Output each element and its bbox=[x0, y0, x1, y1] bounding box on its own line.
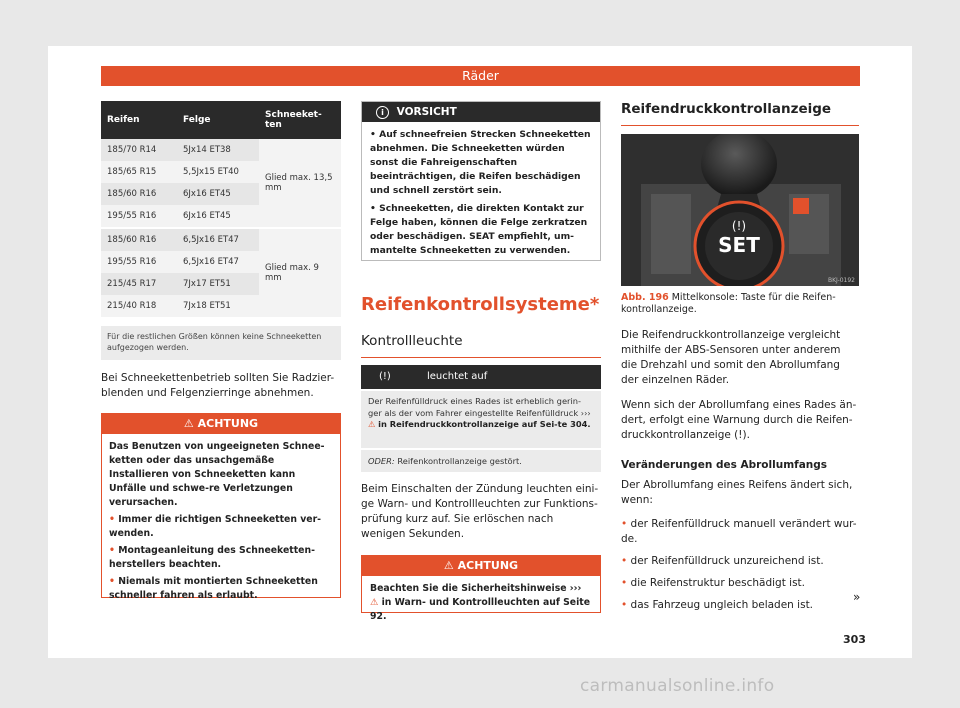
chain-size-cell: Glied max. 9 mm bbox=[259, 228, 341, 317]
chapter-header: Räder bbox=[101, 66, 860, 86]
table-cell: 6Jx16 ET45 bbox=[177, 205, 259, 228]
tire-pressure-warning-icon: (!) bbox=[379, 371, 391, 382]
table-cell: 195/55 R16 bbox=[101, 251, 177, 273]
caution-bullet-text: Schneeketten, die direkten Kontakt zur Felge haben, können die Felge zerkratzen oder beschädigen. SEAT empfiehlt, um-mantelte Schneeketten zu verwenden. bbox=[370, 203, 588, 256]
warning-bullet-text: Niemals mit montierten Schneeketten schneller fahren als erlaubt. bbox=[109, 576, 318, 601]
caution-header bbox=[362, 102, 600, 122]
page-number: 303 bbox=[843, 633, 866, 646]
caution-body bbox=[362, 122, 600, 268]
warning-text: Beachten Sie die Sicherheitshinweise ››› bbox=[370, 583, 582, 594]
lamp-description bbox=[361, 391, 601, 448]
table-cell: 185/60 R16 bbox=[101, 183, 177, 205]
warning-title: ACHTUNG bbox=[457, 559, 519, 572]
table-cell: 185/70 R14 bbox=[101, 139, 177, 161]
list-item: • die Reifenstruktur beschädigt ist. bbox=[621, 577, 805, 589]
table-cell: 5,5Jx15 ET40 bbox=[177, 161, 259, 183]
warning-bullet: • Immer die richtigen Schneeketten ver-wenden. bbox=[109, 514, 322, 539]
right-section-title: Reifendruckkontrollanzeige bbox=[621, 101, 859, 126]
tire-pressure-icon: (!) bbox=[731, 219, 747, 233]
highlight-marker bbox=[793, 198, 809, 214]
table-footnote: Für die restlichen Größen können keine Schneeketten aufgezogen werden. bbox=[101, 326, 341, 360]
warning-crossref-link[interactable]: in Warn- und Kontrollleuchten auf Seite 92. bbox=[370, 597, 591, 622]
warning-bullet-text: Immer die richtigen Schneeketten ver-wenden. bbox=[109, 514, 322, 539]
warning-box-chains bbox=[101, 413, 341, 601]
table-cell: 6,5Jx16 ET47 bbox=[177, 251, 259, 273]
warning-triangle-icon: ⚠ bbox=[370, 597, 379, 608]
snow-chain-table bbox=[101, 101, 341, 317]
list-item-text: das Fahrzeug ungleich beladen ist. bbox=[630, 599, 814, 611]
warning-triangle-icon: ⚠ bbox=[368, 419, 376, 429]
set-button-label: SET bbox=[718, 233, 760, 257]
lamp-text: Der Reifenfülldruck eines Rades ist erheblich gerin-ger als der vom Fahrer eingestellte Reifenfülldruck ››› bbox=[368, 396, 591, 418]
caution-bullet-text: Auf schneefreien Strecken Schneeketten abnehmen. Die Schneeketten würden sonst die Fahreigenschaften beeinträchtigen, die Reifen beschädigen und schnell zerstört sein. bbox=[370, 129, 591, 196]
center-console-photo bbox=[621, 134, 859, 286]
lamp-fault-label: ODER: bbox=[368, 456, 395, 466]
warning-paragraph: Wenn sich der Abrollumfang eines Rades än-dert, erfolgt eine Warnung durch die Reifen-druckkontrollanzeige (!). bbox=[621, 399, 857, 441]
table-cell: 185/65 R15 bbox=[101, 161, 177, 183]
caution-bullet: • Schneeketten, die direkten Kontakt zur Felge haben, können die Felge zerkratzen oder beschädigen. SEAT empfiehlt, um-mantelte Schneeketten zu verwenden. bbox=[370, 203, 588, 256]
figure-caption bbox=[621, 292, 859, 316]
table-header-schneeketten: Schneeket-ten bbox=[259, 101, 341, 139]
table-cell: 6,5Jx16 ET47 bbox=[177, 228, 259, 251]
table-cell: 7Jx17 ET51 bbox=[177, 273, 259, 295]
caution-title: VORSICHT bbox=[396, 106, 457, 118]
intro-paragraph: Die Reifendruckkontrollanzeige vergleicht mithilfe der ABS-Sensoren unter anderem die Drehzahl und somit den Abrollumfang der einzelnen Räder. bbox=[621, 329, 841, 386]
section-title: Reifenkontrollsysteme* bbox=[361, 294, 600, 315]
table-cell: 5Jx14 ET38 bbox=[177, 139, 259, 161]
continue-mark: » bbox=[853, 590, 861, 604]
ignition-paragraph: Beim Einschalten der Zündung leuchten eini-ge Warn- und Kontrollleuchten zur Funktions-prüfung kurz auf. Sie erlöschen nach wenigen Sekunden. bbox=[361, 483, 599, 540]
warning-header bbox=[102, 414, 340, 434]
table-row bbox=[101, 139, 341, 161]
lamp-status: leuchtet auf bbox=[427, 371, 488, 382]
subsection-title: Kontrollleuchte bbox=[361, 333, 601, 358]
table-row bbox=[101, 228, 341, 251]
warning-title: ACHTUNG bbox=[197, 417, 259, 430]
warning-triangle-icon: ⚠ bbox=[443, 559, 454, 572]
figure-number: Abb. 196 bbox=[621, 292, 669, 303]
caution-bullet: • Auf schneefreien Strecken Schneeketten abnehmen. Die Schneeketten würden sonst die Fahreigenschaften beeinträchtigen, die Reifen beschädigen und schnell zerstört sein. bbox=[370, 129, 591, 196]
center-console-illustration bbox=[621, 134, 859, 286]
lamp-crossref-link[interactable]: in Reifendruckkontrollanzeige auf Sei-te 304. bbox=[378, 419, 591, 429]
list-item-text: der Reifenfülldruck manuell verändert wur-de. bbox=[621, 518, 857, 545]
condition-paragraph: Der Abrollumfang eines Reifens ändert sich, wenn: bbox=[621, 479, 853, 506]
condition-list bbox=[621, 517, 859, 620]
subheading: Veränderungen des Abrollumfangs bbox=[621, 459, 828, 471]
table-cell: 195/55 R16 bbox=[101, 205, 177, 228]
list-item-text: die Reifenstruktur beschädigt ist. bbox=[630, 577, 805, 589]
warning-bullet: • Niemals mit montierten Schneeketten schneller fahren als erlaubt. bbox=[109, 576, 318, 601]
table-cell: 215/40 R18 bbox=[101, 295, 177, 317]
list-item: • der Reifenfülldruck unzureichend ist. bbox=[621, 555, 824, 567]
lamp-fault-text: Reifenkontrollanzeige gestört. bbox=[397, 456, 522, 466]
table-cell: 185/60 R16 bbox=[101, 228, 177, 251]
chain-size-cell: Glied max. 13,5 mm bbox=[259, 139, 341, 228]
info-circle-icon: i bbox=[376, 106, 389, 119]
table-cell: 6Jx16 ET45 bbox=[177, 183, 259, 205]
warning-body bbox=[362, 576, 600, 630]
caution-box bbox=[361, 101, 601, 261]
table-cell: 7Jx18 ET51 bbox=[177, 295, 259, 317]
lamp-fault-row bbox=[361, 450, 601, 472]
table-header-reifen: Reifen bbox=[101, 101, 177, 139]
list-item: • der Reifenfülldruck manuell verändert wur-de. bbox=[621, 518, 857, 545]
watermark: carmanualsonline.info bbox=[580, 676, 775, 696]
table-cell: 215/45 R17 bbox=[101, 273, 177, 295]
chain-hint-paragraph: Bei Schneekettenbetrieb sollten Sie Radzier-blenden und Felgenzierringe abnehmen. bbox=[101, 372, 335, 399]
list-item: • das Fahrzeug ungleich beladen ist. bbox=[621, 599, 814, 611]
table-header-felge: Felge bbox=[177, 101, 259, 139]
list-item-text: der Reifenfülldruck unzureichend ist. bbox=[630, 555, 824, 567]
warning-intro: Das Benutzen von ungeeigneten Schnee-ketten oder das unsachgemäße Installieren von Schneeketten kann Unfälle und schwe-re Verletzungen verursachen. bbox=[109, 441, 325, 508]
figure-code: BKJ-0192 bbox=[827, 277, 855, 284]
warning-body bbox=[102, 434, 340, 609]
warning-bullet: • Montageanleitung des Schneeketten-herstellers beachten. bbox=[109, 545, 315, 570]
warning-triangle-icon: ⚠ bbox=[183, 417, 194, 430]
warning-header bbox=[362, 556, 600, 576]
warning-lamp-header bbox=[361, 365, 601, 389]
warning-bullet-text: Montageanleitung des Schneeketten-herstellers beachten. bbox=[109, 545, 315, 570]
figure-caption-text: Mittelkonsole: Taste für die Reifen-kontrollanzeige. bbox=[621, 292, 836, 315]
warning-box-safety bbox=[361, 555, 601, 622]
